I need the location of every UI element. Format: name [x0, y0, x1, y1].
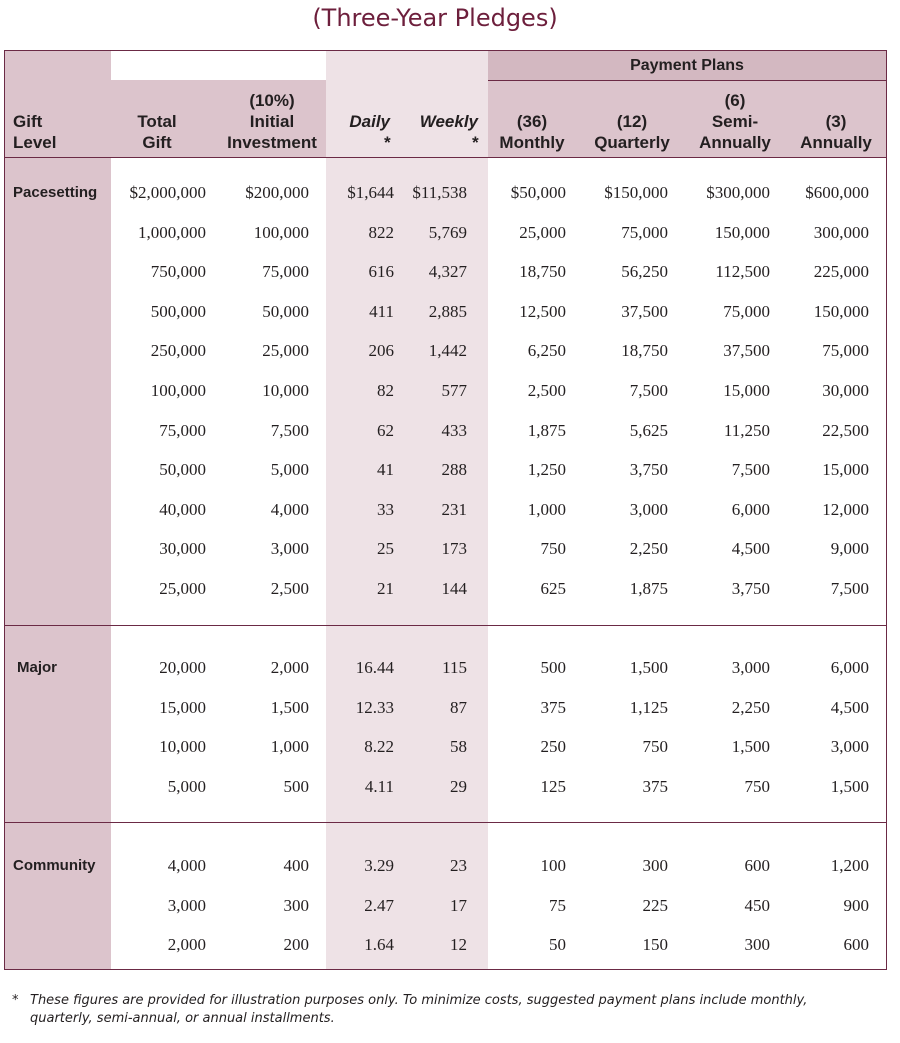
header-line: Daily	[349, 112, 390, 131]
header-line: (6)	[724, 91, 746, 110]
table-cell: 21	[377, 579, 394, 598]
header-semi-annually	[685, 80, 785, 157]
table-cell: $11,538	[412, 183, 467, 202]
table-cell: 1,500	[731, 737, 770, 757]
header-line: Gift	[13, 112, 43, 131]
table-cell: 3,000	[629, 499, 668, 519]
header-line: Total	[137, 112, 177, 131]
table-cell: 1,125	[629, 697, 668, 717]
table-cell: 75,000	[621, 222, 668, 242]
header-annually	[790, 80, 882, 157]
table-cell: 37,500	[723, 341, 770, 361]
table-cell: 15,000	[723, 381, 770, 400]
table-cell: 5,769	[428, 222, 467, 242]
table-cell: 50,000	[262, 301, 309, 321]
table-cell: 75,000	[159, 420, 206, 440]
table-cell: 4.11	[364, 776, 394, 796]
table-cell: 411	[369, 301, 394, 321]
table-cell: 18,750	[621, 341, 668, 361]
header-line: (10%)	[249, 91, 295, 110]
table-cell: 50,000	[159, 460, 206, 480]
table-cell: 231	[441, 499, 467, 519]
table-row	[5, 854, 886, 878]
table-cell: 7,500	[830, 579, 869, 598]
table-cell: 10,000	[262, 381, 309, 400]
table-cell: 12,000	[822, 499, 869, 519]
table-cell: 150	[642, 935, 668, 955]
header-line: Semi-	[711, 112, 759, 131]
table-cell: 750	[540, 539, 566, 559]
table-row	[5, 577, 886, 601]
table-cell: 600	[744, 856, 770, 875]
table-cell: 3,000	[270, 539, 309, 559]
table-cell: 400	[283, 856, 309, 875]
table-cell: 225,000	[813, 262, 869, 282]
table-cell: 206	[368, 341, 394, 361]
table-cell: 25,000	[519, 222, 566, 242]
table-cell: 12,500	[519, 301, 566, 321]
table-cell: 500	[540, 658, 566, 677]
table-cell: 2,885	[428, 301, 467, 321]
table-cell: 450	[744, 895, 770, 915]
header-line: *	[383, 133, 390, 152]
table-cell: 5,625	[629, 420, 668, 440]
group-label-pacesetting: Pacesetting	[13, 184, 98, 201]
table-cell: 577	[441, 381, 467, 400]
table-cell: 500	[283, 776, 309, 796]
header-gift-level	[13, 80, 108, 157]
table-row	[5, 894, 886, 918]
header-initial-investment	[220, 80, 324, 157]
header-divider	[5, 157, 886, 158]
table-cell: 300	[283, 895, 309, 915]
table-cell: 150,000	[813, 301, 869, 321]
table-cell: 1,500	[830, 776, 869, 796]
table-cell: 1,000	[527, 499, 566, 519]
table-cell: 75,000	[822, 341, 869, 361]
header-line: Level	[13, 133, 57, 152]
table-cell: $300,000	[706, 183, 770, 202]
table-cell: 3,000	[167, 895, 206, 915]
table-cell: 22,500	[822, 420, 869, 440]
table-cell: 12	[450, 935, 467, 955]
table-row	[5, 775, 886, 799]
table-cell: $150,000	[604, 183, 668, 202]
table-cell: 112,500	[715, 262, 770, 282]
table-cell: 11,250	[723, 420, 770, 440]
footnote	[12, 992, 872, 1028]
table-cell: 5,000	[270, 460, 309, 480]
group-divider	[5, 625, 886, 626]
table-row	[5, 537, 886, 561]
table-cell: 7,500	[629, 381, 668, 400]
table-cell: 33	[377, 499, 394, 519]
header-line: Quarterly	[594, 133, 670, 152]
table-cell: 75	[549, 895, 566, 915]
header-weekly	[395, 80, 478, 157]
header-monthly	[488, 80, 576, 157]
header-quarterly	[585, 80, 679, 157]
table-cell: 1,000,000	[138, 222, 206, 242]
table-cell: 150,000	[714, 222, 770, 242]
table-cell: 3,750	[731, 579, 770, 598]
table-cell: 300	[642, 856, 668, 875]
table-cell: 1,442	[428, 341, 467, 361]
table-cell: 750,000	[150, 262, 206, 282]
table-row	[5, 379, 886, 403]
table-cell: 3.29	[364, 856, 394, 875]
table-cell: 288	[441, 460, 467, 480]
table-cell: 10,000	[159, 737, 206, 757]
pledge-table	[4, 50, 887, 970]
footnote-marker: *	[12, 993, 19, 1008]
header-line: (36)	[516, 112, 548, 131]
group-label-community: Community	[13, 857, 96, 874]
table-cell: 5,000	[167, 776, 206, 796]
table-cell: 9,000	[830, 539, 869, 559]
table-cell: 4,327	[428, 262, 467, 282]
table-cell: 1,500	[629, 658, 668, 677]
table-cell: 2,500	[270, 579, 309, 598]
table-cell: 23	[450, 856, 467, 875]
table-cell: 17	[450, 895, 467, 915]
table-row	[5, 419, 886, 443]
header-daily	[326, 80, 390, 157]
table-cell: $1,644	[347, 183, 394, 202]
header-line: (3)	[825, 112, 847, 131]
header-total-gift	[111, 80, 203, 157]
table-cell: 1,200	[830, 856, 869, 875]
table-cell: 3,750	[629, 460, 668, 480]
table-cell: 2,000	[167, 935, 206, 955]
table-cell: 87	[450, 697, 467, 717]
table-cell: 6,250	[527, 341, 566, 361]
table-cell: 2.47	[364, 895, 394, 915]
table-row	[5, 300, 886, 324]
table-cell: 822	[368, 222, 394, 242]
table-cell: 600	[843, 935, 869, 955]
table-row	[5, 221, 886, 245]
table-row	[5, 656, 886, 680]
table-cell: 6,000	[731, 499, 770, 519]
table-cell: 6,000	[830, 658, 869, 677]
table-row	[5, 735, 886, 759]
table-cell: 3,000	[830, 737, 869, 757]
header-line: Initial	[249, 112, 295, 131]
table-cell: 100,000	[253, 222, 309, 242]
table-row	[5, 696, 886, 720]
table-cell: 25	[377, 539, 394, 559]
header-line: Gift	[142, 133, 172, 152]
table-cell: 82	[377, 381, 394, 400]
table-cell: 4,500	[830, 697, 869, 717]
table-cell: 75,000	[262, 262, 309, 282]
table-cell: 18,750	[519, 262, 566, 282]
table-cell: 37,500	[621, 301, 668, 321]
table-cell: 20,000	[159, 658, 206, 677]
table-cell: 58	[450, 737, 467, 757]
table-cell: 750	[642, 737, 668, 757]
table-cell: 625	[540, 579, 566, 598]
table-cell: 29	[450, 776, 467, 796]
table-cell: 1.64	[364, 935, 394, 955]
footnote-text: These figures are provided for illustration purposes only. To minimize costs, suggested payment plans include monthly, quarterly, semi-annual, or annual installments.	[30, 993, 808, 1026]
table-cell: 200	[283, 935, 309, 955]
table-row	[5, 181, 886, 205]
table-cell: 173	[441, 539, 467, 559]
table-cell: 62	[377, 420, 394, 440]
header-line: Annually	[699, 133, 771, 152]
table-cell: 7,500	[270, 420, 309, 440]
table-cell: $2,000,000	[129, 183, 206, 202]
table-cell: 900	[843, 895, 869, 915]
table-cell: 15,000	[822, 460, 869, 480]
table-cell: 8.22	[364, 737, 394, 757]
table-cell: 750	[744, 776, 770, 796]
table-cell: 225	[642, 895, 668, 915]
table-cell: 30,000	[822, 381, 869, 400]
table-cell: $50,000	[510, 183, 566, 202]
table-cell: 7,500	[731, 460, 770, 480]
table-cell: 3,000	[731, 658, 770, 677]
group-divider	[5, 822, 886, 823]
table-cell: 616	[368, 262, 394, 282]
table-cell: 144	[441, 579, 467, 598]
table-cell: 2,500	[527, 381, 566, 400]
table-cell: 41	[377, 460, 394, 480]
table-cell: 16.44	[355, 658, 394, 677]
table-cell: 25,000	[262, 341, 309, 361]
table-cell: 4,000	[167, 856, 206, 875]
page-title: (Three-Year Pledges)	[312, 4, 558, 32]
header-line: Annually	[800, 133, 872, 152]
table-cell: 75,000	[723, 301, 770, 321]
table-cell: $200,000	[245, 183, 309, 202]
table-cell: 1,875	[629, 579, 668, 598]
table-cell: 433	[441, 420, 467, 440]
table-cell: 25,000	[159, 579, 206, 598]
table-cell: 2,250	[629, 539, 668, 559]
table-cell: 375	[642, 776, 668, 796]
header-line: (12)	[616, 112, 648, 131]
table-cell: 250,000	[150, 341, 206, 361]
header-line: *	[471, 133, 478, 152]
table-row	[5, 458, 886, 482]
table-cell: 30,000	[159, 539, 206, 559]
table-cell: 1,875	[527, 420, 566, 440]
table-cell: 2,250	[731, 697, 770, 717]
table-cell: 100	[540, 856, 566, 875]
table-cell: 12.33	[355, 697, 394, 717]
header-line: Monthly	[499, 133, 565, 152]
table-cell: 300	[744, 935, 770, 955]
table-row	[5, 339, 886, 363]
table-cell: 1,250	[527, 460, 566, 480]
table-cell: 250	[540, 737, 566, 757]
table-cell: 1,500	[270, 697, 309, 717]
table-cell: 50	[549, 935, 566, 955]
table-cell: 500,000	[150, 301, 206, 321]
table-cell: 300,000	[813, 222, 869, 242]
table-cell: 56,250	[621, 262, 668, 282]
table-cell: 4,000	[270, 499, 309, 519]
table-cell: 4,500	[731, 539, 770, 559]
table-cell: 15,000	[159, 697, 206, 717]
table-cell: 1,000	[270, 737, 309, 757]
table-cell: 2,000	[270, 658, 309, 677]
header-line: Weekly	[419, 112, 478, 131]
table-cell: $600,000	[805, 183, 869, 202]
group-label-major: Major	[17, 659, 58, 676]
table-cell: 115	[442, 658, 467, 677]
table-cell: 125	[540, 776, 566, 796]
table-cell: 375	[540, 697, 566, 717]
table-cell: 40,000	[159, 499, 206, 519]
table-row	[5, 498, 886, 522]
table-cell: 100,000	[150, 381, 206, 400]
table-row	[5, 260, 886, 284]
header-line: Investment	[227, 133, 317, 152]
table-row	[5, 933, 886, 957]
payment-plans-label: Payment Plans	[630, 57, 744, 74]
